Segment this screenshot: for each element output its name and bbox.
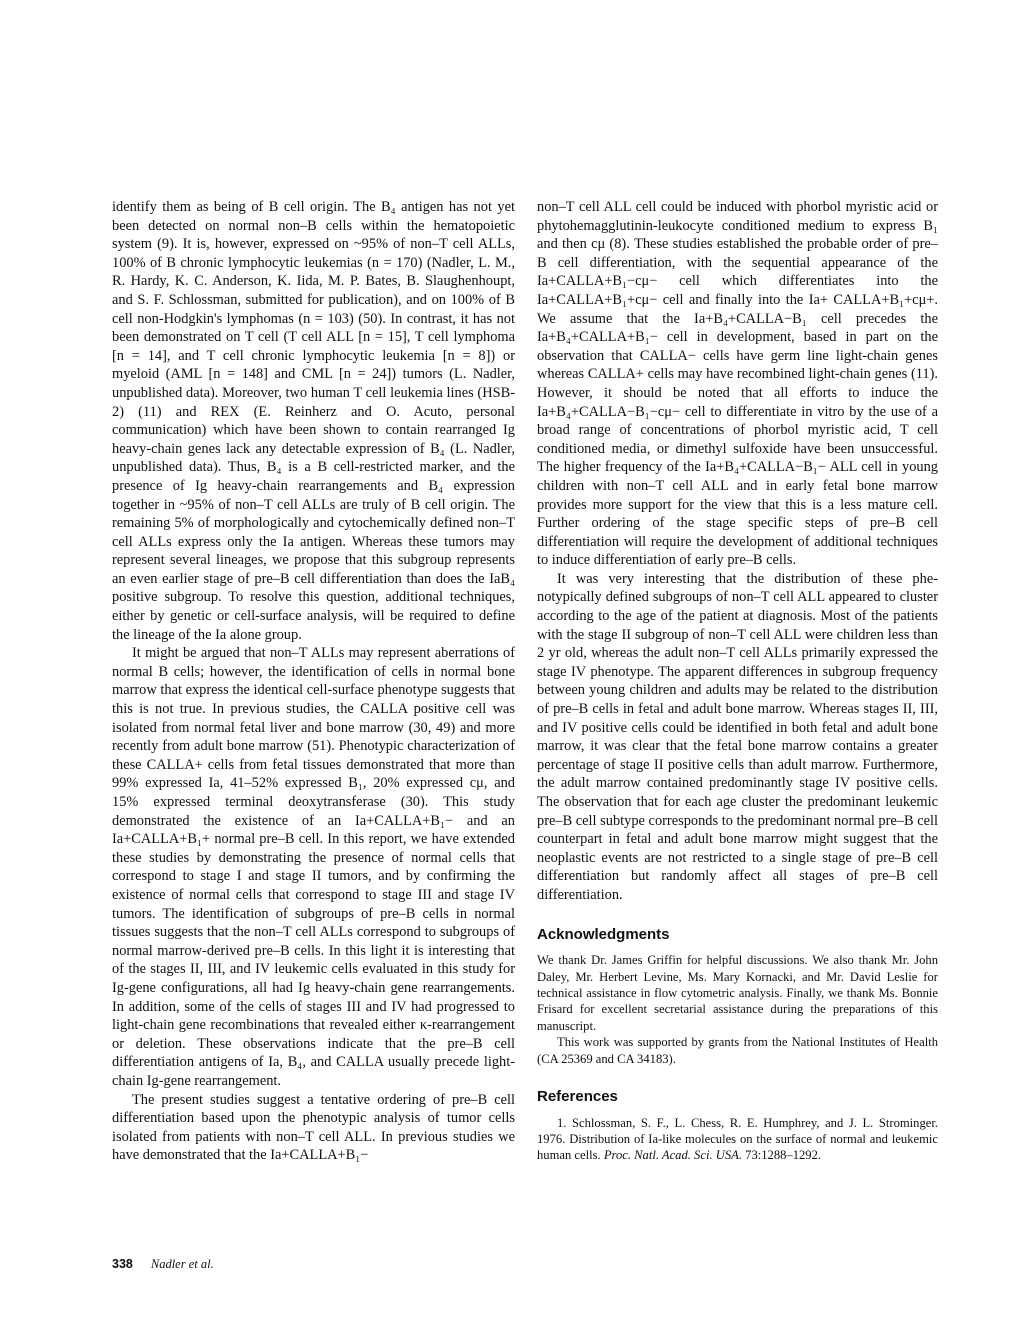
references-heading: References (537, 1088, 618, 1105)
paragraph-left-3: The present studies suggest a tentative ordering of pre–B cell differentiation based upon the phenotypic analysis of tumor cells isolated from patients with non–T cell ALL. In previous studies we have demonstrated that the Ia+CALLA+B₁− (112, 1091, 515, 1164)
reference-1-pages: 73:1288–1292. (745, 1148, 822, 1163)
paragraph-left-1: identify them as being of B cell origin. The B₄ antigen has not yet been detected on normal non–B cells within the hematopoietic system (9). It is, however, expressed on ~95% of non–T cell ALLs, 100% of B chronic lymphocytic leukemias (n = 170) (Nadler, L. M., R. Hardy, K. C. Anderson, K. Iida, M. P. Bates, B. Slaughenhoupt, and S. F. Schlossman, submitted for publication), and on 100% of B cell non-Hodgkin's lymphomas (n = 103) (50). In contrast, it has not been demonstrated on T cell (T cell ALL [n = 15], T cell lymphoma [n = 14], and T cell chronic lymphocytic leukemia [n = 8]) or myeloid (AML [n = 148] and CML [n = 24]) tumors (L. Nadler, unpublished data). Moreover, two human T cell leukemia lines (HSB-2) (11) and REX (E. Reinherz and O. Acuto, personal communication) which have been shown to contain rearranged Ig heavy-chain genes lack any detectable expression of B₄ (L. Nadler, unpublished data). Thus, B₄ is a B cell-restricted marker, and the presence of Ig heavy-chain rearrangements and B₄ expression together in ~95% of non–T cell ALLs are truly of B cell origin. The remaining 5% of morphologically and cytochemically defined non–T cell ALLs express only the Ia antigen. Whereas these tumors may represent several lineages, we propose that this subgroup represents an even earlier stage of pre–B cell differentiation than does the IaB₄ positive subgroup. To resolve this question, additional techniques, either by genetic or cell-surface analysis, will be required to define the lineage of the Ia alone group. (112, 199, 515, 643)
left-column (112, 198, 515, 1165)
page-footer (112, 1257, 214, 1272)
reference-1-journal: Proc. Natl. Acad. Sci. USA. (603, 1148, 742, 1163)
reference-1 (537, 1115, 938, 1164)
acknowledgments-paragraph-2: This work was supported by grants from the National Institutes of Health (CA 25369 and CA 34183). (537, 1035, 938, 1066)
reference-1-main: 1. Schlossman, S. F., L. Chess, R. E. Humphrey, and J. L. Strominger. 1976. Distribution of Ia-like molecules on the surface of normal and leukemic human cells. (537, 1115, 938, 1163)
paragraph-left-2: It might be argued that non–T ALLs may represent aberrations of normal B cells; however, the identification of cells in normal bone marrow that express the identical cell-surface phenotype suggests that this is not true. In previous studies, the CALLA positive cell was isolated from normal fetal liver and bone marrow (30, 49) and more recently from adult bone marrow (51). Phenotypic characterization of these CALLA+ cells from fetal tissues demonstrated that more than 99% expressed Ia, 41–52% expressed B₁, 20% expressed cμ, and 15% expressed terminal deoxytransferase (30). This study demonstrated the existence of an Ia+CALLA+B₁− and an Ia+CALLA+B₁+ normal pre–B cell. In this report, we have extended these studies by demonstrating the presence of normal cells that correspond to stage I and stage II tumors, and by confirming the existence of normal cells that correspond to stage III and stage IV tumors. The identification of subgroups of pre–B cells in normal tissues suggests that the non–T cell ALLs correspond to subgroups of normal marrow-derived pre–B cells. In this light it is interesting that of the stages II, III, and IV leukemic cells evaluated in this study for Ig-gene configurations, all had Ig heavy-chain gene rearrangements. In addition, some of the cells of stages III and IV had progressed to light-chain gene recombinations that revealed either κ-rearrangement or deletion. These observations indicate that the pre–B cell differentiation antigens of Ia, B₄, and CALLA usually precede light-chain Ig-gene rearrangement. (112, 645, 515, 1089)
paragraph-right-2: It was very interesting that the distribution of these phenotypically defined subgroups of non–T cell ALL appeared to cluster according to the age of the patient at diagnosis. Most of the patients with the stage II subgroup of non–T cell ALL were children less than 2 yr old, whereas the adult non–T cell ALLs primarily expressed the stage IV phenotype. The apparent differences in subgroup frequency between young children and adults may be related to the distribution of pre–B cells in fetal and adult bone marrow. Whereas stages II, III, and IV positive cells could be identified in both fetal and adult bone marrow, it was clear that the fetal bone marrow contains a greater percentage of stage II positive cells than adult marrow. Furthermore, the adult marrow contained predominantly stage IV positive cells. The observation that for each age cluster the predominant leukemic pre–B cell subtype corresponds to the predominant normal pre–B cell counterpart in fetal and adult bone marrow might suggest that the neoplastic events are not restricted to a single stage of pre–B cell differentiation but randomly affect all stages of pre–B cell differentiation. (537, 570, 938, 903)
running-head: Nadler et al. (150, 1257, 214, 1271)
paragraph-right-1: non–T cell ALL cell could be induced with phorbol myristic acid or phytohemagglutinin-leukocyte conditioned medium to express B₁ and then cμ (8). These studies established the probable order of pre–B cell differentiation, with the sequential appearance of the Ia+CALLA+B₁−cμ− cell which differentiates into the Ia+CALLA+B₁+cμ− cell and finally into the Ia+ CALLA+B₁+cμ+. We assume that the Ia+B₄+CALLA−B₁ cell precedes the Ia+B₄+CALLA+B₁− cell in development, based in part on the observation that CALLA− cells have germ line light-chain genes whereas CALLA+ cells may have recombined light-chain genes (11). However, it should be noted that all efforts to induce the Ia+B₄+CALLA−B₁−cμ− cell to differentiate in vitro by the use of a broad range of concentrations of phorbol myristic acid, T cell conditioned media, or dimethyl sulfoxide have been unsuccessful. The higher frequency of the Ia+B₄+CALLA−B₁− ALL cell in young children with non–T cell ALL and in early fetal bone marrow provides more support for the view that this is a less mature cell. Further ordering of the stage specific steps of pre–B cell differentiation will require the development of additional techniques to induce differentiation of early pre–B cells. (537, 199, 938, 569)
acknowledgments-heading: Acknowledgments (537, 925, 670, 943)
page-number: 338 (112, 1257, 133, 1271)
right-column (537, 198, 938, 1164)
acknowledgments-paragraph-1: We thank Dr. James Griffin for helpful discussions. We also thank Mr. John Daley, Mr. Herbert Levine, Ms. Mary Kornacki, and Mr. David Leslie for technical assistance in flow cytometric analysis. Finally, we thank Ms. Bonnie Frisard for excellent secretarial assistance during the preparations of this manuscript. (537, 953, 938, 1033)
